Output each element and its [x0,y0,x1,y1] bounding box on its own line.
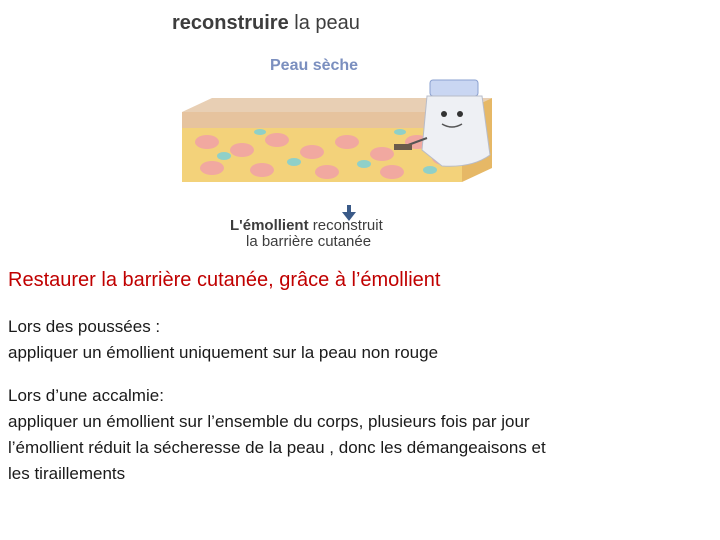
skin-illustration [172,0,502,260]
section2-line-1: appliquer un émollient sur l’ensemble du corps, plusieurs fois par jour [8,412,530,431]
section-remission [8,383,708,487]
stratum-corneum [182,112,462,128]
skin-layer-drawing [172,70,502,190]
section1-line: appliquer un émollient uniquement sur la peau non rouge [8,343,439,362]
illustration-title [172,12,422,35]
page-heading: Restaurer la barrière cutanée, grâce à l’émollient [8,269,441,291]
main-text [8,263,708,487]
section2-line-3: les tiraillements [8,464,126,483]
illustration-title-word1: reconstruire [172,12,289,34]
illustration-caption [230,218,480,250]
section2-line-2: l’émollient réduit la sécheresse de la peau , donc les démangeaisons et [8,438,546,457]
illustration-subtitle: Peau sèche [270,57,359,74]
caption-line2: la barrière cutanée [246,233,372,250]
section2-label: Lors d’une accalmie: [8,386,164,405]
section-flare-ups [8,314,708,366]
section1-label: Lors des poussées : [8,317,161,336]
caption-emollient: L'émollient [230,217,309,234]
caption-verb: reconstruit [312,217,383,234]
illustration-title-word2: la peau [294,12,360,34]
